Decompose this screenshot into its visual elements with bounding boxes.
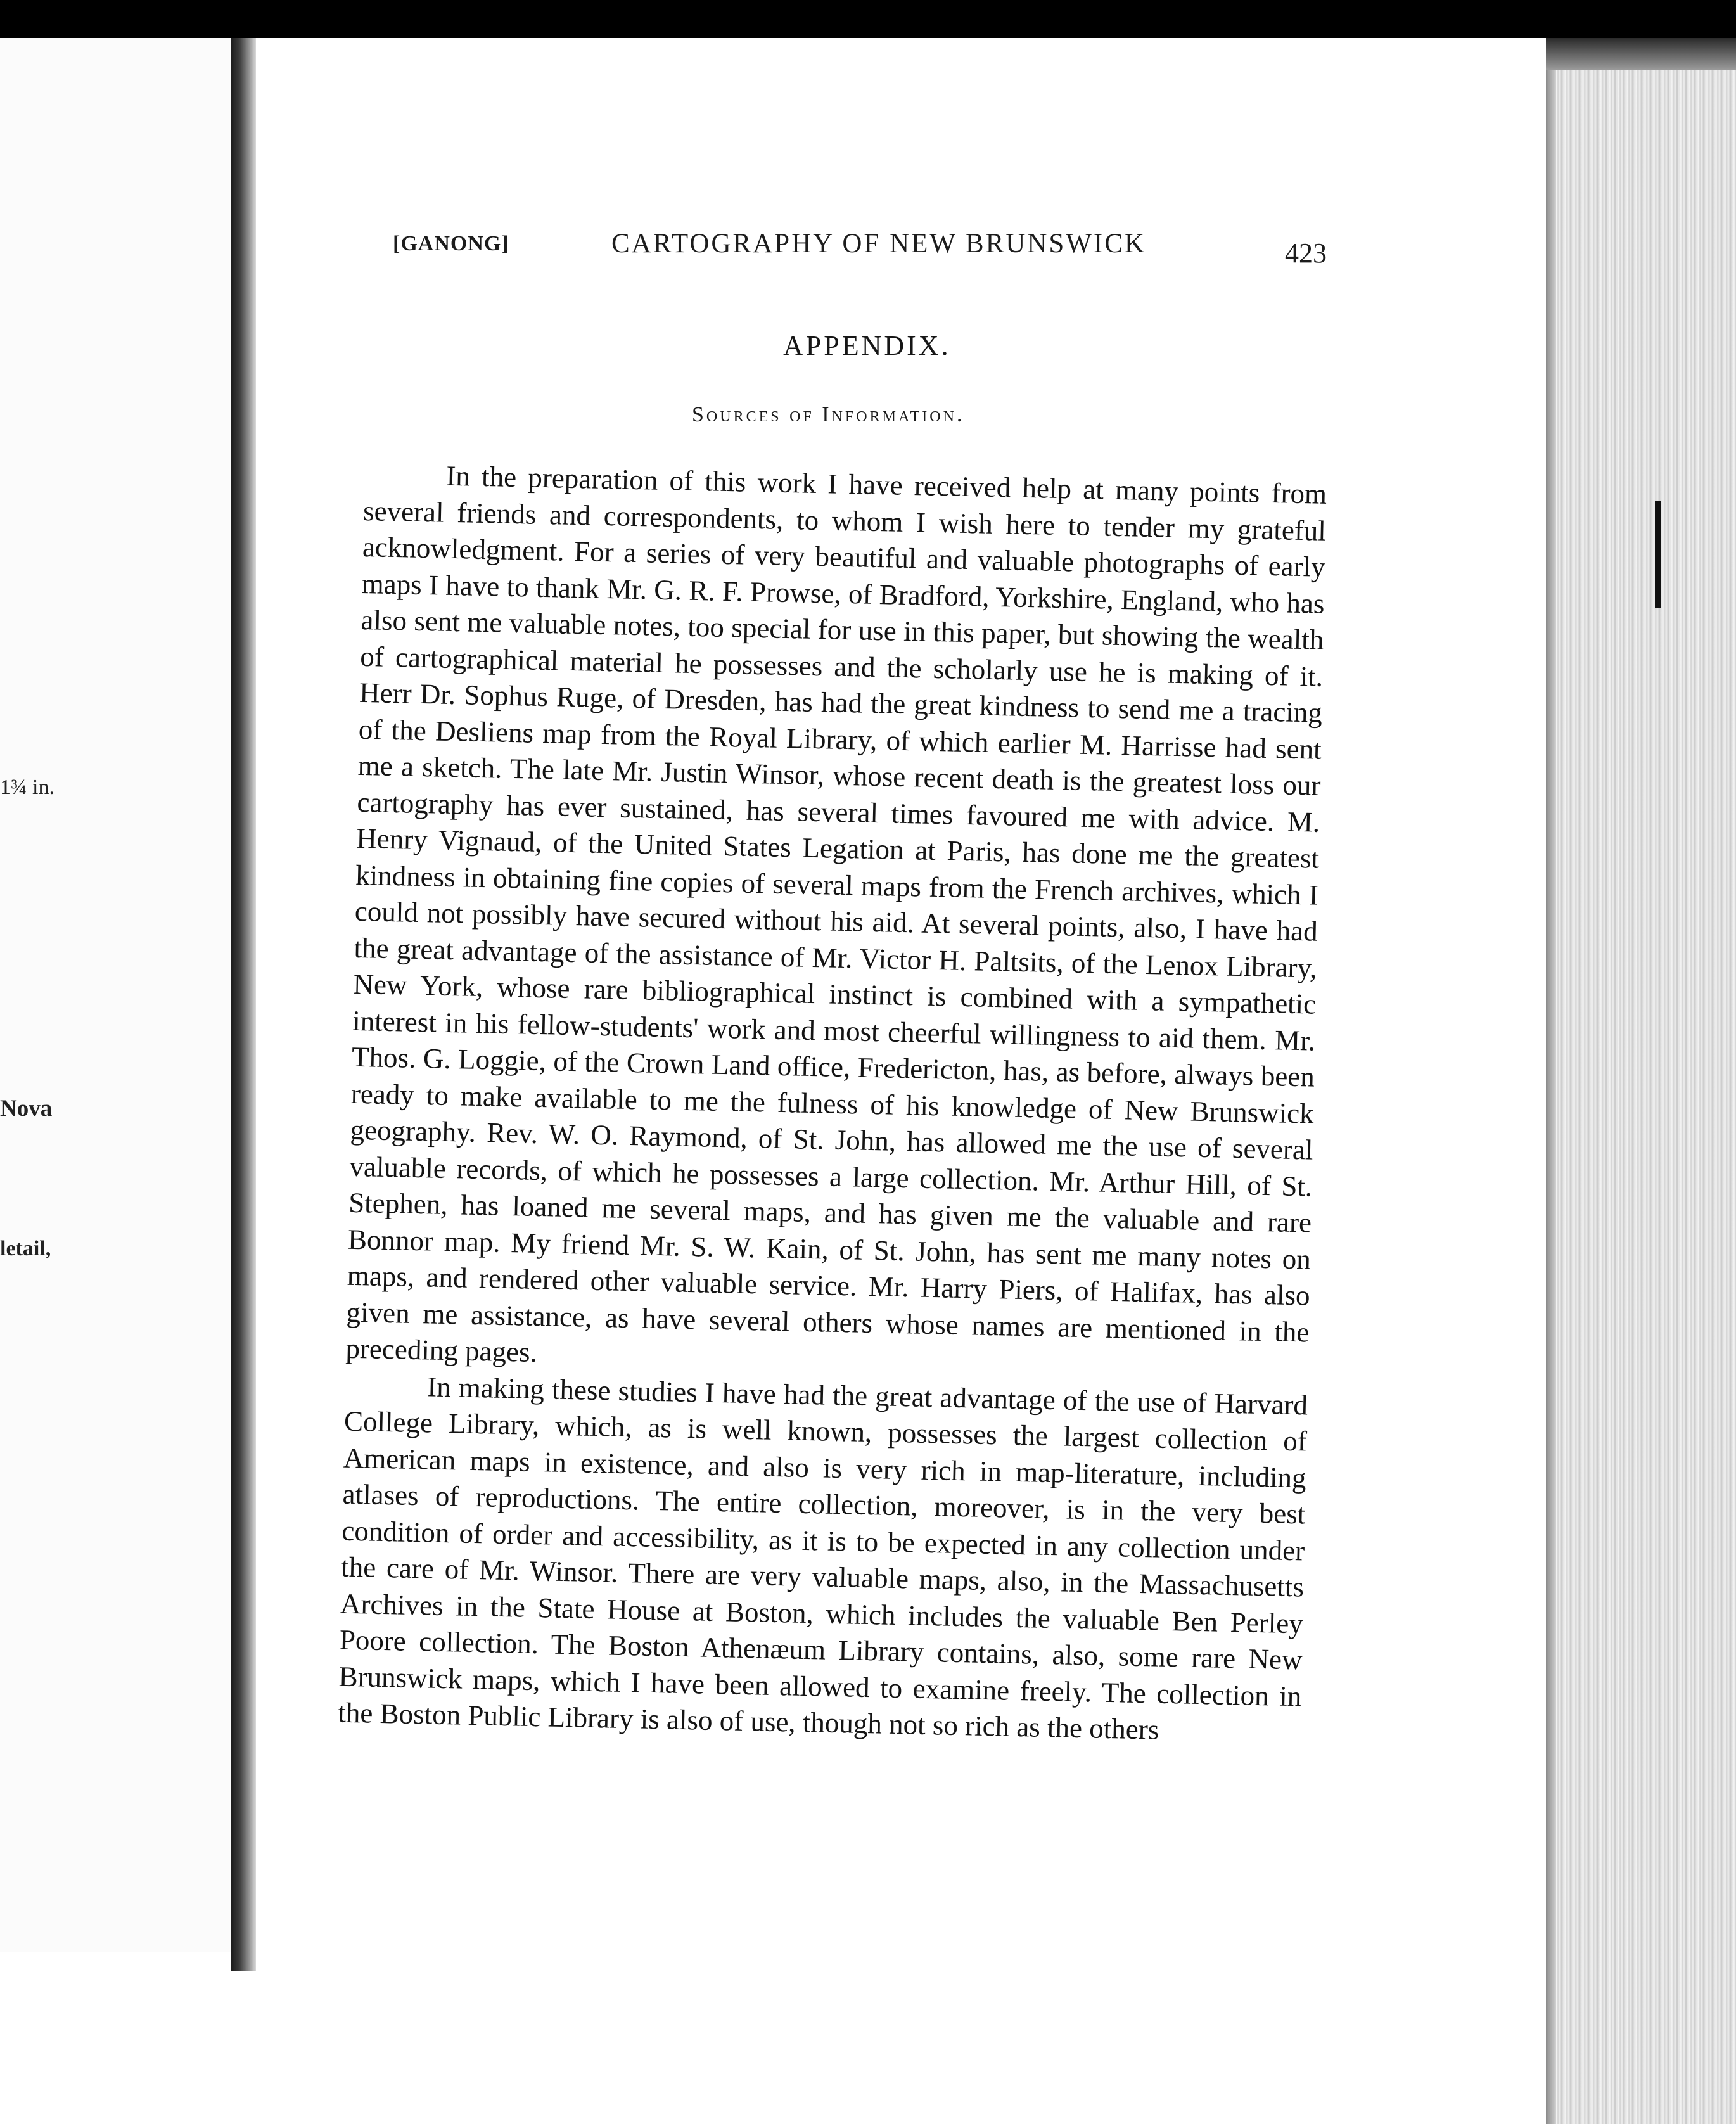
- paragraph-libraries: In making these studies I have had the great advantage of the use of Harvard College Library, which, as is well known, possesses the largest collection of American maps in existence, and also is very rich in map-literature, including atlases of reproductions. The entire collection, moreover, is in the very best condition of order and accessibility, as it is to be expected in any collection under the care of Mr. Winsor. There are very valuable maps, also, in the Massachusetts Archives in the State House at Boston, which includes the valuable Ben Perley Poore collection. The Boston Athenæum Library contains, also, some rare New Brunswick maps, which I have been allowed to examine freely. The collection in the Boston Public Library is also of use, though not so rich as the others: [337, 1370, 1308, 1746]
- page-edge-shadow: [1546, 38, 1556, 2124]
- body-text: [338, 456, 1327, 1751]
- section-heading: Sources of Information.: [692, 403, 965, 426]
- page-edge-mark: [1655, 501, 1661, 608]
- running-title: CARTOGRAPHY OF NEW BRUNSWICK: [611, 229, 1146, 259]
- left-page-bottom: [0, 1952, 253, 2124]
- paragraph-acknowledgments: In the preparation of this work I have received help at many points from several friends and correspondents, to whom I wish here to tender my grateful acknowledgment. For a series of very beautiful and valuable photographs of early maps I have to thank Mr. G. R. F. Prowse, of Bradford, Yorkshire, England, who has also sent me valuable notes, too special for use in this paper, but showing the wealth of cartographical material he possesses and the scholarly use he is making of it. Herr Dr. Sophus Ruge, of Dresden, has had the great kindness to send me a tracing of the Desliens map from the Royal Library, of which earlier M. Harrisse had sent me a sketch. The late Mr. Justin Winsor, whose recent death is the greatest loss our cartography has ever sustained, has several times favoured me with advice. M. Henry Vignaud, of the United States Legation at Paris, has done me the greatest kindness in obtaining fine copies of several maps from the French archives, which I could not possibly have secured without his aid. At several points, also, I have had the great advantage of the assistance of Mr. Victor H. Paltsits, of the Lenox Library, New York, whose rare bibliographical instinct is combined with a sympathetic interest in his fellow-students' work and most cheerful willingness to aid them. Mr. Thos. G. Loggie, of the Crown Land office, Fredericton, has, as before, always been ready to make available to me the fulness of his knowledge of New Brunswick geography. Rev. W. O. Raymond, of St. John, has allowed me the use of several valuable records, of which he possesses a large collection. Mr. Arthur Hill, of St. Stephen, has loaned me several maps, and has given me the valuable and rare Bonnor map. My friend Mr. S. W. Kain, of St. John, has sent me many notes on maps, and rendered other valuable service. Mr. Harry Piers, of Halifax, has also given me assistance, as have several others whose names are mentioned in the preceding pages.: [345, 459, 1327, 1369]
- page-block-edges: [1546, 38, 1736, 2124]
- page-number: 423: [1285, 238, 1327, 269]
- scan-top-border: [0, 0, 1736, 43]
- author-tag: [GANONG]: [393, 232, 509, 255]
- left-margin-note-1: 1¾ in.: [0, 776, 54, 799]
- left-margin-note-2: Nova: [0, 1096, 53, 1122]
- appendix-heading: APPENDIX.: [783, 330, 951, 361]
- book-gutter: [231, 38, 256, 1971]
- page-edge-top-shadow: [1546, 38, 1736, 70]
- left-margin-note-3: letail,: [0, 1237, 51, 1260]
- left-facing-page: [0, 38, 236, 1958]
